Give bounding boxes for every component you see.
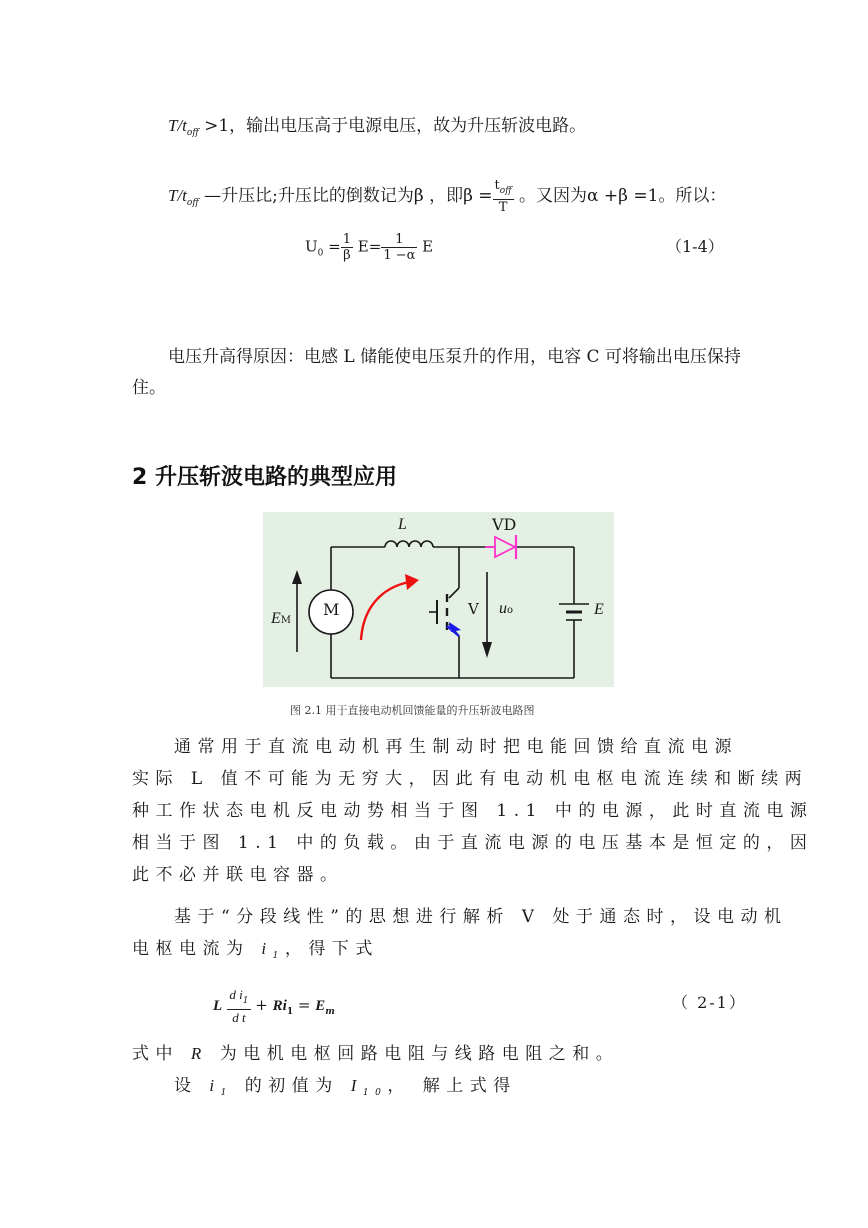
para5-var1-sub: 1 [220,1088,233,1098]
uo-label-main: u [499,600,507,617]
eq14-f1-den: β [343,248,351,263]
para2-line5: 此不必并联电容器。 [132,865,344,885]
eq14-f2-num: 1 [381,232,417,248]
circuit-diagram [263,512,614,687]
eq21-E-sub: m [325,1007,335,1017]
eq14-frac1 [341,232,353,263]
para3-line2 [132,939,379,966]
eq21-num-sub: 1 [242,996,249,1006]
boost-sub: off [186,198,199,208]
eq21-rest1: + [250,996,273,1014]
beta-fraction [493,178,514,215]
eq21-num: d i [229,987,243,1002]
em-label [271,608,291,628]
para2-line4: 相当于图 1.1 中的负载。由于直流电源的电压基本是恒定的，因 [132,833,814,853]
boost-ratio-line [168,178,726,215]
uo-label [499,598,513,618]
eq14-lhs-sub: 0 [317,248,324,259]
para4-b: 为电机电枢回路电阻与线路电阻之和。 [207,1044,620,1064]
eq14-lhs: U [305,237,318,256]
eq14-frac2 [381,232,417,263]
para5-b: 的初值为 [232,1076,351,1096]
equation-number-2-1: （ 2-1） [672,993,747,1012]
para3-var-sub: 1 [272,951,285,961]
para2-line3: 种工作状态电机反电动势相当于图 1.1 中的电源，此时直流电源 [132,801,814,821]
eq21-frac [227,987,250,1025]
para4-line [132,1044,619,1064]
para5-c: ， 解上式得 [387,1076,517,1096]
eq21-rest2: = [293,996,316,1014]
para3-var: i [261,939,273,958]
para5-line [174,1076,517,1103]
source-e-label: E [594,601,604,618]
ratio-line [168,116,586,143]
eq14-f2-den: 1 −α [383,248,416,263]
uo-label-sub: o [507,605,514,616]
para1-line2: 住。 [132,378,166,398]
para2-line1: 通常用于直流电动机再生制动时把电能回馈给直流电源 [174,737,738,757]
equation-2-1 [213,987,335,1025]
eq21-E: E [315,998,326,1014]
eq21-R-sub: 1 [286,1007,294,1017]
boost-var: T/t [168,186,187,205]
para5-a: 设 [174,1076,210,1096]
eq14-rhs: E [417,237,434,256]
diode-label: VD [492,515,517,534]
eq21-L: L [213,998,223,1014]
boost-text1: —升压比;升压比的倒数记为β ，即β = [198,186,493,206]
eq14-f1-num: 1 [342,232,352,247]
eq21-R: Ri [272,998,287,1014]
para5-var2: I [350,1076,363,1095]
beta-frac-num-sub: off [499,186,512,196]
beta-frac-den: T [498,200,508,215]
ratio-sub: off [186,128,199,138]
motor-label: M [323,600,340,619]
para5-var1: i [209,1076,221,1095]
eq21-den: d t [232,1010,246,1025]
beta-frac-num: t [494,178,500,193]
eq14-mid: E= [353,237,382,256]
em-label-main: E [271,610,281,627]
inductor-label: L [398,516,407,533]
equation-number-1-4: （1-4） [666,237,724,256]
para4-var: R [190,1044,208,1063]
transistor-label: V [468,600,479,618]
para3-line1: 基于“分段线性”的思想进行解析 V 处于通态时，设电动机 [174,907,788,927]
para1-line1: 电压升高得原因：电感 L 储能使电压泵升的作用，电容 C 可将输出电压保持 [168,347,741,367]
para3-line2a: 电枢电流为 [132,939,262,959]
para2-line2: 实际 L 值不可能为无穷大，因此有电动机电枢电流连续和断续两 [132,769,809,789]
figure-caption: 图 2.1 用于直接电动机回馈能量的升压斩波电路图 [290,704,535,717]
para3-line2b: ，得下式 [284,939,379,959]
para5-var2-sub: 10 [362,1088,388,1098]
ratio-text: >1，输出电压高于电源电压，故为升压斩波电路。 [198,116,587,136]
equation-1-4 [305,232,433,264]
para4-a: 式中 [132,1044,191,1064]
boost-text2: 。又因为α +β =1。所以： [513,186,727,206]
em-label-sub: M [280,615,292,626]
eq14-eq1: = [323,237,341,256]
circuit-figure [263,512,614,687]
section-heading: 2 升压斩波电路的典型应用 [132,465,397,490]
ratio-var: T/t [168,116,187,135]
